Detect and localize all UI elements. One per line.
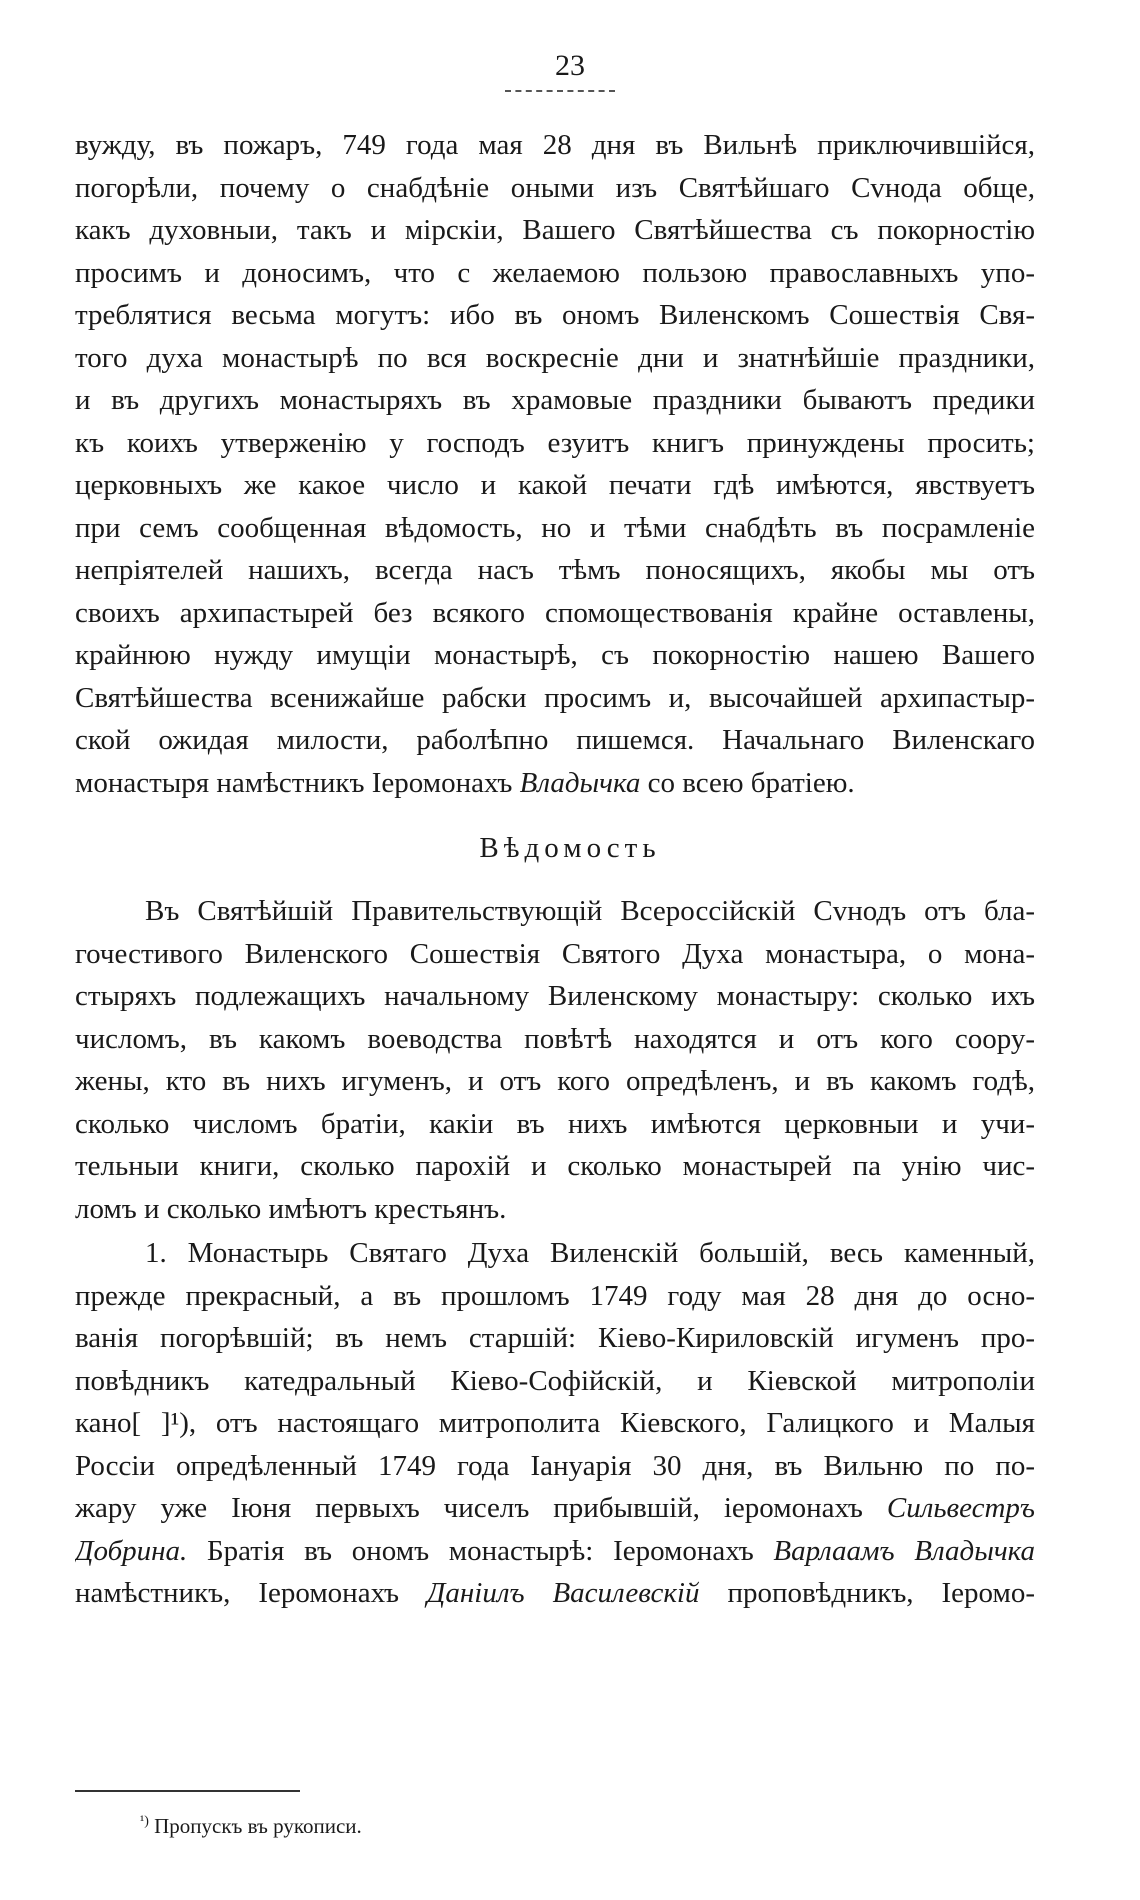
person-name: Варлаамъ Владычка xyxy=(773,1534,1035,1567)
text-line: и въ другихъ монастыряхъ въ храмовые праздники бываютъ предики xyxy=(75,384,1035,416)
text-line: церковныхъ же какое число и какой печати гдѣ имѣются, явствуетъ xyxy=(75,469,1035,501)
text-line: Въ Святѣйшій Правительствующій Всероссійскій Сvнодъ отъ бла- xyxy=(145,895,1035,927)
text-line: числомъ, въ какомъ воеводства повѣтѣ находятся и отъ кого соору- xyxy=(75,1022,1035,1055)
text-line: непріятелей нашихъ, всегда насъ тѣмъ поносящихъ, якобы мы отъ xyxy=(75,554,1035,586)
text-line: жены, кто въ нихъ игуменъ, и отъ кого опредѣленъ, и въ какомъ годѣ, xyxy=(75,1065,1035,1097)
footnote-text: Пропускъ въ рукописи. xyxy=(154,1814,362,1838)
person-name: Даніилъ Василевскій xyxy=(426,1577,700,1609)
text-line: при семъ сообщенная вѣдомость, но и тѣми снабдѣть въ посрамленіе xyxy=(75,511,1035,544)
text-line xyxy=(75,1487,1035,1530)
text-line: повѣдникъ катедральный Кіево-Софійскій, и Кіевской митрополіи xyxy=(75,1364,1035,1397)
text-span: со всею братіею. xyxy=(647,766,855,799)
text-line: стыряхъ подлежащихъ начальному Виленскому монастыру: сколько ихъ xyxy=(75,980,1035,1012)
text-line: треблятися весьма могутъ: ибо въ ономъ Виленскомъ Сошествія Свя- xyxy=(75,299,1035,331)
text-line: ской ожидая милости, раболѣпно пишемся. Начальнаго Виленскаго xyxy=(75,724,1035,756)
text-line: гочестивого Виленского Сошествія Святого Духа монастыра, о мона- xyxy=(75,937,1035,970)
text-line: ломъ и сколько имѣютъ крестьянъ. xyxy=(75,1192,507,1225)
paragraph-3 xyxy=(75,1232,1035,1615)
person-name: Добрина. xyxy=(75,1534,188,1567)
text-line: своихъ архипастырей без всякого спомоществованія крайне оставлены, xyxy=(75,596,1035,629)
text-line: вужду, въ пожаръ, 749 года мая 28 дня въ Вильнѣ приключившійся, xyxy=(75,129,1035,161)
footnote-rule xyxy=(75,1790,300,1792)
text-span: намѣстникъ, Іеромонахъ xyxy=(75,1577,399,1609)
text-line: ванія погорѣвшій; въ немъ старшій: Кіево-Кириловскій игуменъ про- xyxy=(75,1322,1035,1354)
paragraph-1 xyxy=(75,124,1035,804)
text-span: Братія въ ономъ монастырѣ: Іеромонахъ xyxy=(207,1534,754,1567)
text-line: сколько числомъ братіи, какіи въ нихъ имѣются церковныи и учи- xyxy=(75,1107,1035,1140)
text-span: монастыря намѣстникъ Іеромонахъ xyxy=(75,766,513,799)
text-line: какъ духовныи, такъ и мірскіи, Вашего Святѣйшества съ покорностію xyxy=(75,214,1035,246)
text-line: крайнюю нужду имущіи монастырѣ, съ покорностію нашею Вашего xyxy=(75,639,1035,671)
section-heading: Вѣдомость xyxy=(479,832,661,864)
text-span: жару уже Іюня первыхъ чиселъ прибывшій, іеромонахъ xyxy=(75,1492,863,1524)
text-line xyxy=(75,1530,1035,1573)
paragraph-2 xyxy=(75,890,1035,1230)
page-number-rule xyxy=(505,90,615,92)
text-line xyxy=(75,1572,1035,1615)
text-line: 1. Монастырь Святаго Духа Виленскій большій, весь каменный, xyxy=(145,1237,1035,1269)
text-line: прежде прекрасный, а въ прошломъ 1749 году мая 28 дня до осно- xyxy=(75,1279,1035,1312)
text-line xyxy=(75,762,1035,805)
text-line: погорѣли, почему о снабдѣніе оными изъ Святѣйшаго Сvнода обще, xyxy=(75,171,1035,204)
text-line: просимъ и доносимъ, что с желаемою пользою православныхъ упо- xyxy=(75,256,1035,289)
text-line: кано[ ]¹), отъ настоящаго митрополита Кіевского, Галицкого и Малыя xyxy=(75,1407,1035,1439)
text-line: тельныи книги, сколько парохій и сколько монастырей па унію чис- xyxy=(75,1150,1035,1182)
footnote-marker: ¹) xyxy=(140,1814,149,1829)
person-name: Сильвестръ xyxy=(886,1492,1035,1524)
text-line: того духа монастырѣ по вся воскресніе дни и знатнѣйшіе праздники, xyxy=(75,341,1035,374)
page-number: 23 xyxy=(555,49,585,82)
person-name: Владычка xyxy=(519,766,641,799)
text-line: Россіи опредѣленный 1749 года Іануарія 30 дня, въ Вильню по по- xyxy=(75,1449,1035,1482)
text-line: къ коихъ утверженію у господъ езуитъ книгъ принуждены просить; xyxy=(75,426,1035,459)
footnote xyxy=(140,1808,362,1840)
text-line: Святѣйшества всенижайше рабски просимъ и, высочайшей архипастыр- xyxy=(75,681,1035,714)
text-span: проповѣдникъ, Іеромо- xyxy=(727,1577,1035,1609)
